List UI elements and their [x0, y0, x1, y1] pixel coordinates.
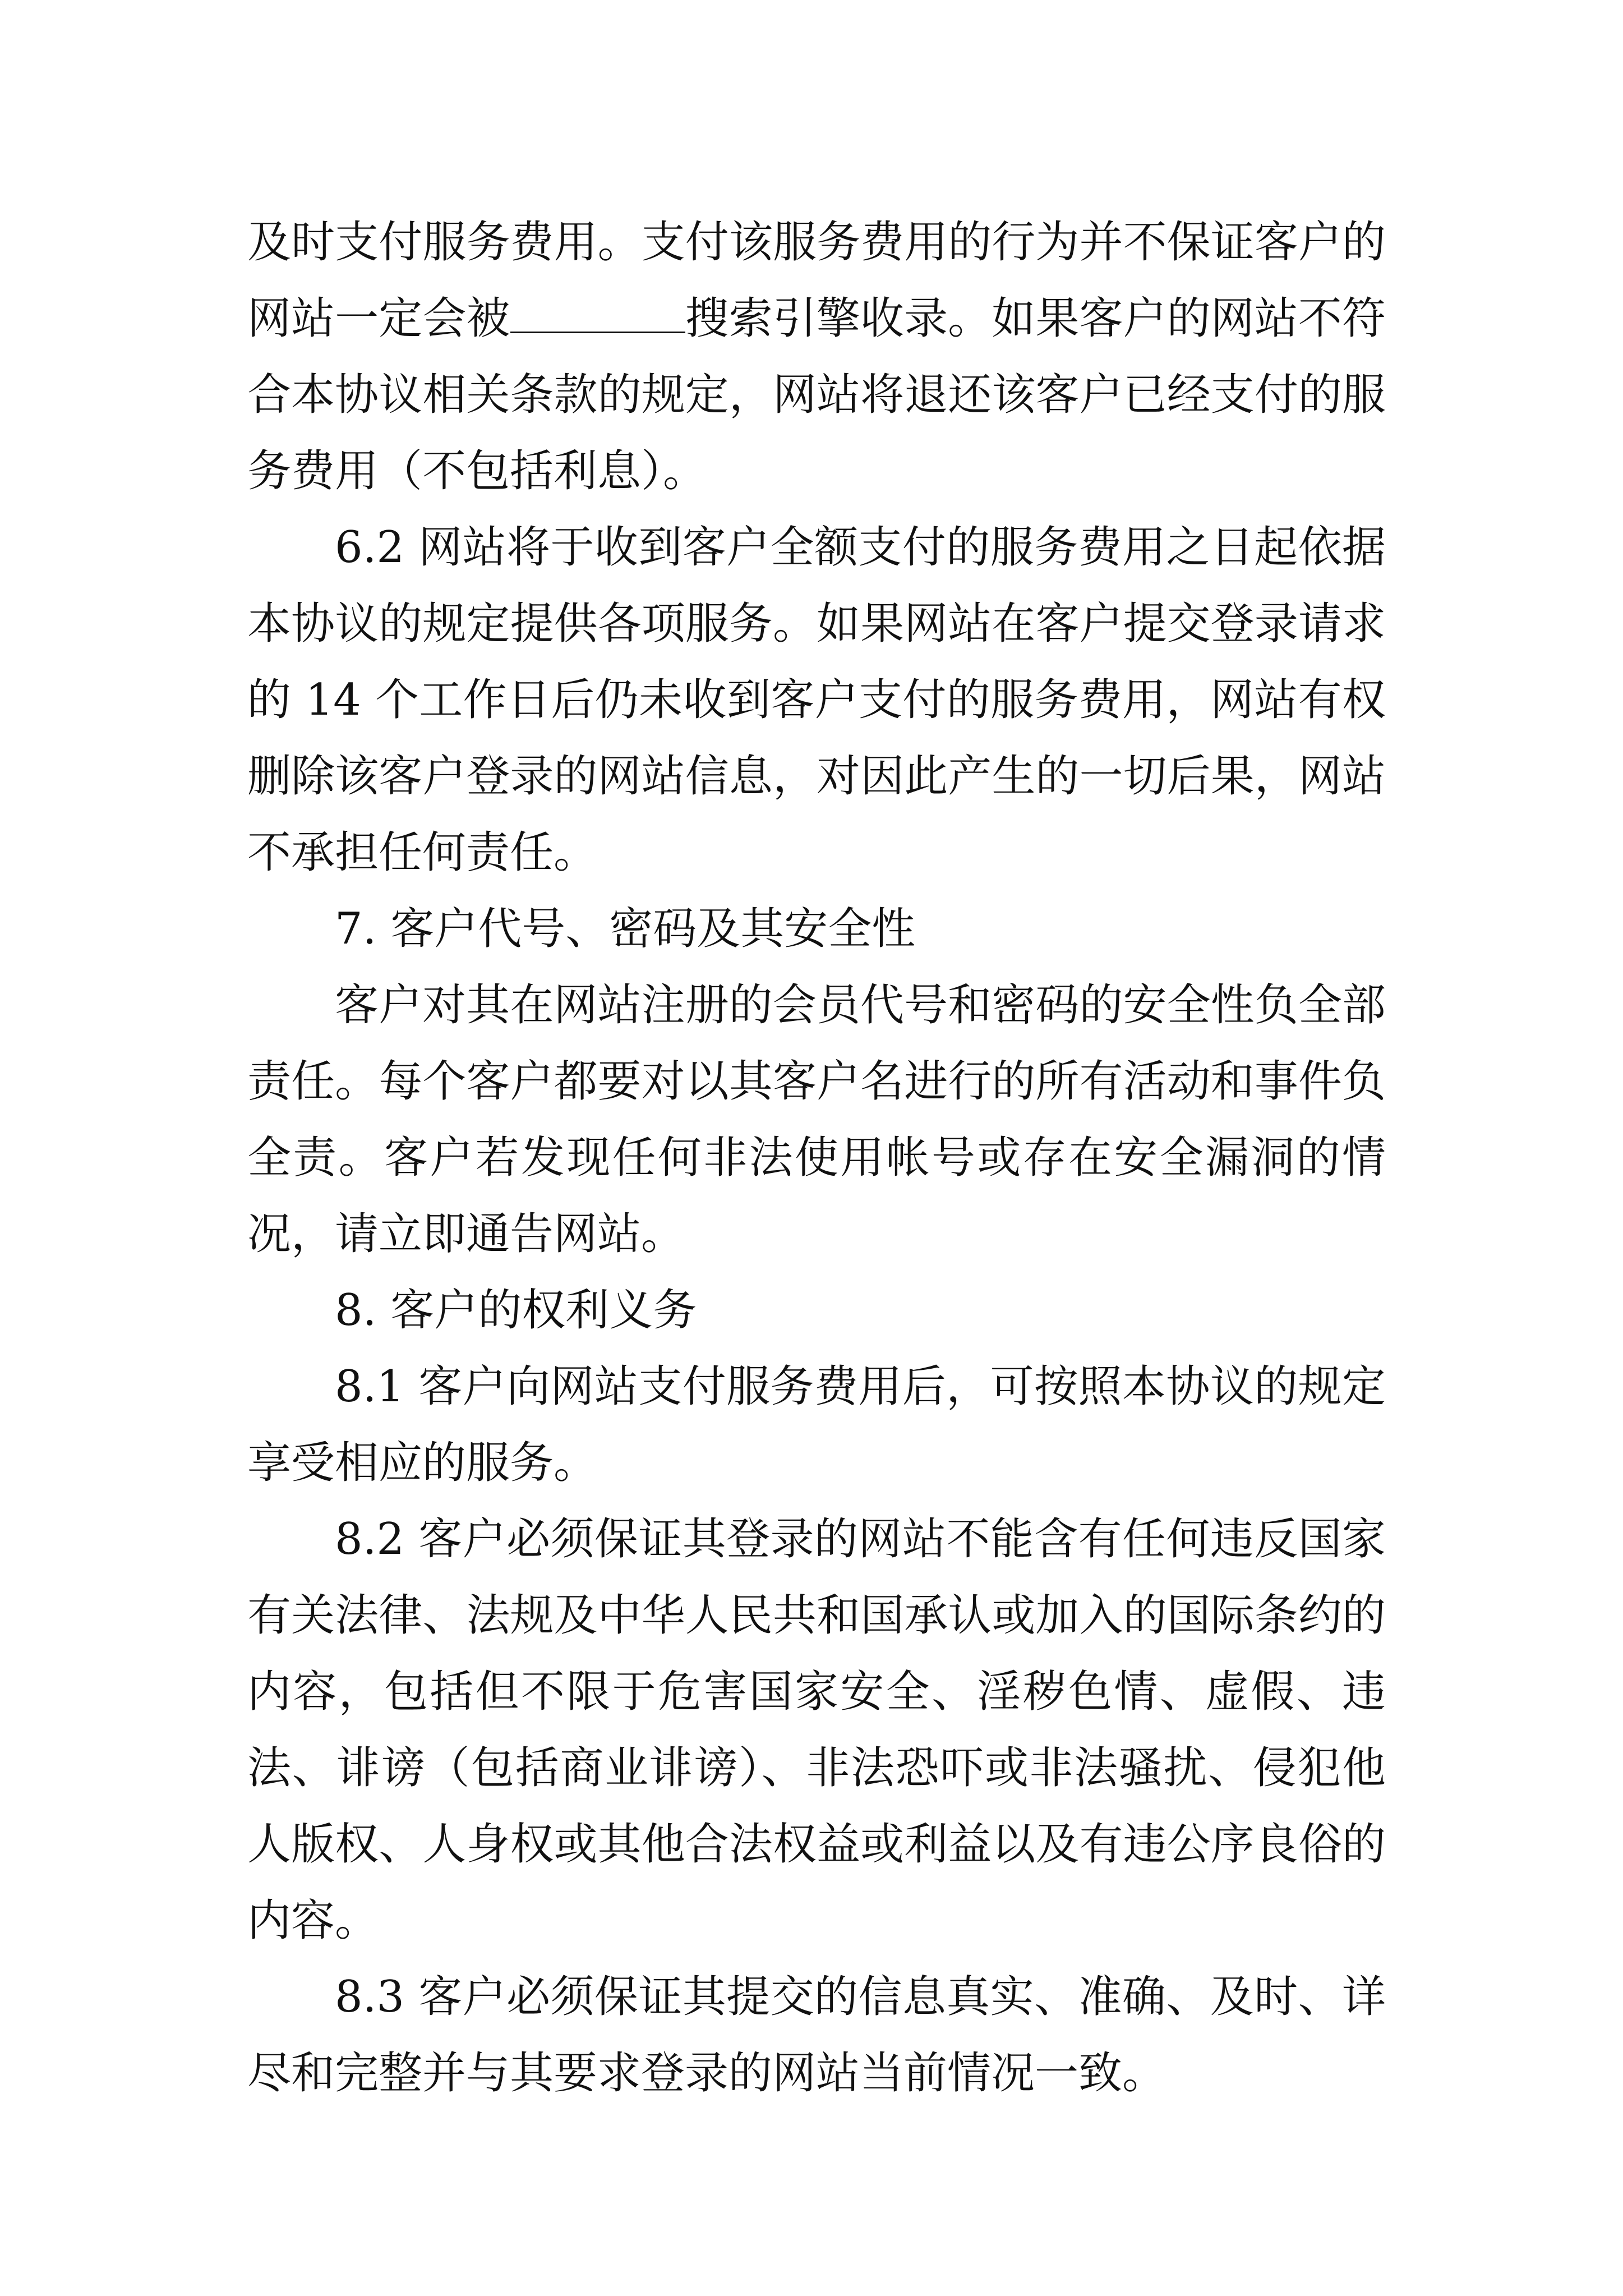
section-heading-8: 8. 客户的权利义务 [335, 1285, 697, 1336]
fill-in-blank [510, 292, 685, 333]
paragraph-clause-7-body: 客户对其在网站注册的会员代号和密码的安全性负全部责任。每个客户都要对以其客户名进行的所有活动和事件负全责。客户若发现任何非法使用帐号或存在安全漏洞的情况，请立即通告网站。 [247, 980, 1386, 1259]
section-heading-7: 7. 客户代号、密码及其安全性 [335, 904, 916, 954]
paragraph-payment-continuation [247, 204, 1386, 509]
paragraph-clause-8-2: 8.2 客户必须保证其登录的网站不能含有任何违反国家有关法律、法规及中华人民共和国承认或加入的国际条约的内容，包括但不限于危害国家安全、淫秽色情、虚假、违法、诽谤（包括商业诽谤）、非法恐吓或非法骚扰、侵犯他人版权、人身权或其他合法权益或利益以及有违公序良俗的内容。 [247, 1514, 1386, 1946]
paragraph-clause-6-2: 6.2 网站将于收到客户全额支付的服务费用之日起依据本协议的规定提供各项服务。如果网站在客户提交登录请求的 14 个工作日后仍未收到客户支付的服务费用，网站有权删除该客户登录的网站信息，对因此产生的一切后果，网站不承担任何责任。 [247, 522, 1386, 878]
paragraph-text: 搜索引擎收录。如果客户的网站不符合本协议相关条款的规定，网站将退还该客户已经支付的服务费用（不包括利息）。 [247, 293, 1386, 496]
paragraph-text: 及时支付服务费用。支付该服务费用的行为并不保证客户的网站一定会被 [247, 217, 1386, 344]
paragraph-clause-8-3: 8.3 客户必须保证其提交的信息真实、准确、及时、详尽和完整并与其要求登录的网站当前情况一致。 [247, 1972, 1386, 2099]
paragraph-clause-8-1: 8.1 客户向网站支付服务费用后，可按照本协议的规定享受相应的服务。 [247, 1361, 1386, 1488]
document-body [247, 204, 1386, 2111]
